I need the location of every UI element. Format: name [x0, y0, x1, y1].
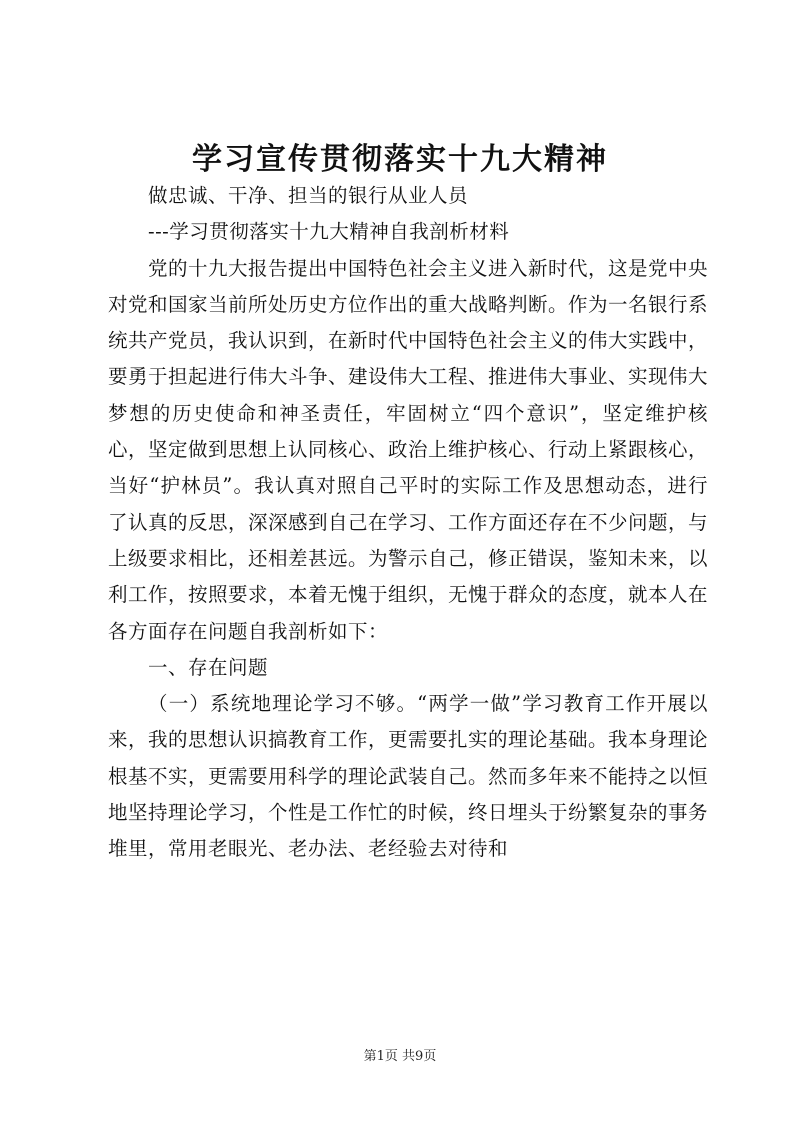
paragraph-problem-1: （一）系统地理论学习不够。“两学一做”学习教育工作开展以来，我的思想认识搞教育工作，更需要扎实的理论基础。我本身理论根基不实，更需要用科学的理论武装自己。然而多年来不能持之以恒地坚持理论学习，个性是工作忙的时候，终日埋头于纷繁复杂的事务堆里，常用老眼光、老办法、老经验去对待和 — [108, 692, 709, 861]
subtitle-1: 做忠诚、干净、担当的银行从业人员 — [148, 184, 469, 207]
subtitle-2: ---学习贯彻落实十九大精神自我剖析材料 — [148, 220, 510, 244]
section-heading: 一、存在问题 — [148, 655, 269, 679]
paragraph-intro: 党的十九大报告提出中国特色社会主义进入新时代，这是党中央对党和国家当前所处历史方位作出的重大战略判断。作为一名银行系统共产党员，我认识到，在新时代中国特色社会主义的伟大实践中，要勇于担起进行伟大斗争、建设伟大工程、推进伟大事业、实现伟大梦想的历史使命和神圣责任，牢固树立“四个意识”，坚定维护核心，坚定做到思想上认同核心、政治上维护核心、行动上紧跟核心，当好“护林员”。我认真对照自己平时的实际工作及思想动态，进行了认真的反思，深深感到自己在学习、工作方面还存在不少问题，与上级要求相比，还相差甚远。为警示自己，修正错误，鉴知未来，以利工作，按照要求，本着无愧于组织，无愧于群众的态度，就本人在各方面存在问题自我剖析如下： — [108, 256, 709, 643]
document-body — [108, 178, 708, 868]
page-footer: 第1页 共9页 — [363, 1049, 437, 1064]
document-title: 学习宣传贯彻落实十九大精神 — [192, 142, 608, 177]
